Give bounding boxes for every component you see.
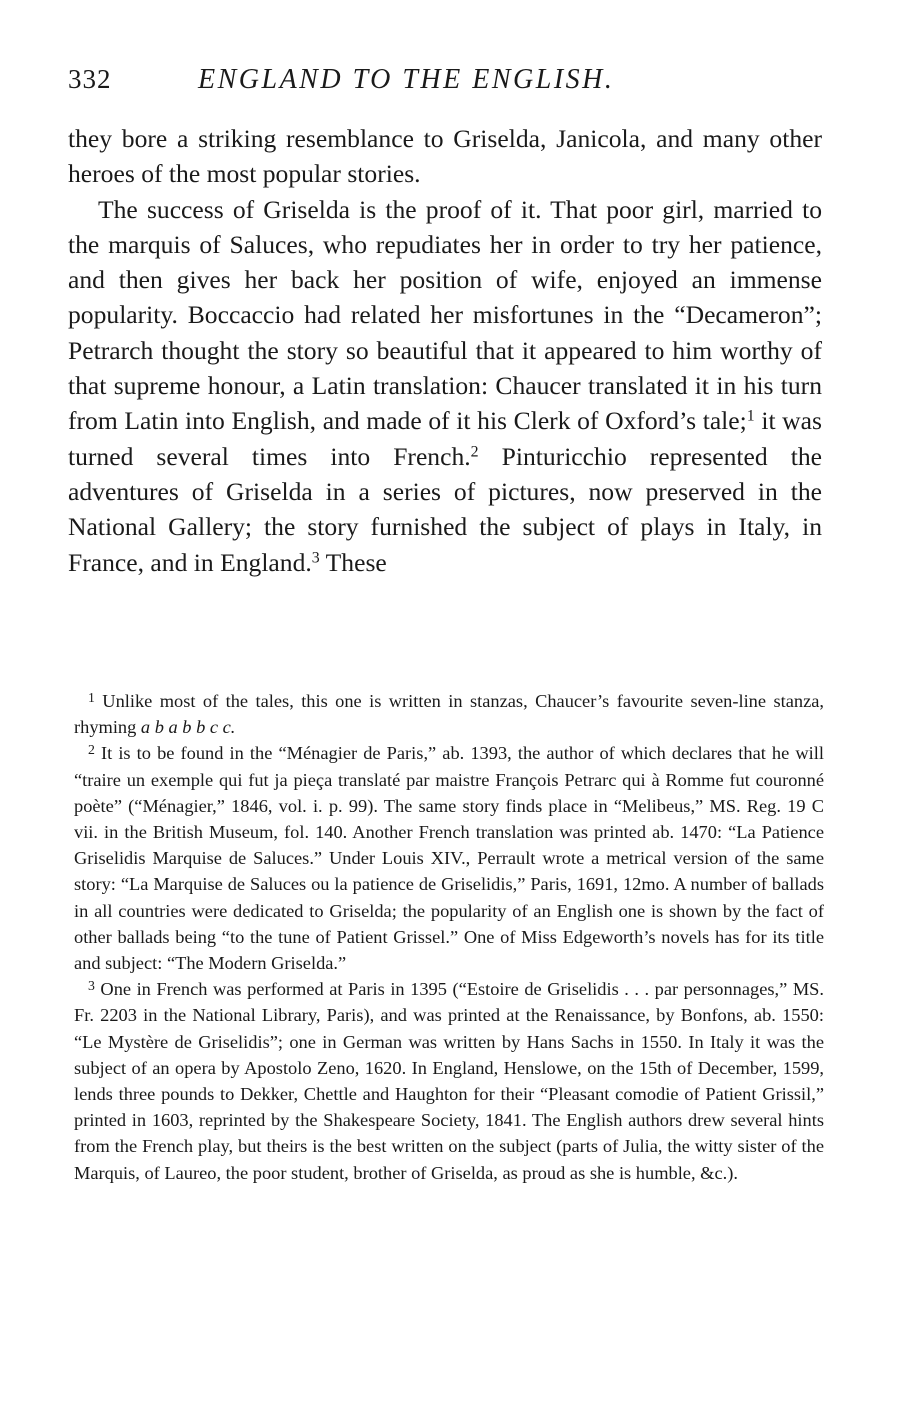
footnote-ref-2: 2: [470, 442, 479, 460]
paragraph-text: Pinturicchio represented the adventures of Griselda in a series of pictures, now preserved in the National Gallery; the story furnished the subject of plays in Italy, in France, and in England.: [68, 441, 822, 577]
footnote-3: [74, 976, 824, 1186]
paragraph-griselda: [68, 192, 822, 580]
running-header: [68, 64, 828, 100]
footnote-ref-1: 1: [746, 407, 755, 425]
footnote-text: One in French was performed at Paris in 1395 (“Estoire de Griselidis . . . par personnages,” MS. Fr. 2203 in the National Library, Paris), and was printed at the Renaissance, by Bonfons, ab. 1550: “Le Mystère de Griselidis”; one in German was written by Hans Sachs in 1550. In Italy it was the subject of an opera by Apostolo Zeno, 1620. In England, Henslowe, on the 15th of December, 1599, lends three pounds to Dekker, Chettle and Haughton for their “Pleasant comodie of Patient Grissil,” printed in 1603, reprinted by the Shakespeare Society, 1841. The English authors drew several hints from the French play, but theirs is the best written on the subject (parts of Julia, the witty sister of the Marquis, of Laureo, the poor student, brother of Griselda, as proud as she is humble, &c.).: [74, 979, 824, 1183]
footnotes: [74, 688, 824, 1186]
footnote-2: [74, 740, 824, 976]
footnote-text: Unlike most of the tales, this one is written in stanzas, Chaucer’s favourite seven-line stanza, rhyming: [74, 691, 824, 738]
paragraph-continuation: they bore a striking resemblance to Griselda, Janicola, and many other heroes of the most popular stories.: [68, 124, 822, 189]
paragraph-text: it was turned several times into French.: [68, 406, 822, 471]
paragraph-text: The success of Griselda is the proof of it. That poor girl, married to the marquis of Saluces, who repudiates her in order to try her patience, and then gives her back her position of wife, enjoyed an immense popularity. Boccaccio had related her misfortunes in the “Decameron”; Petrarch thought the story so beautiful that it appeared to him worthy of that supreme honour, a Latin translation: Chaucer translated it in his turn from Latin into English, and made of it his Clerk of Oxford’s tale;: [68, 194, 822, 436]
main-text: [68, 121, 822, 580]
running-title: ENGLAND TO THE ENGLISH.: [198, 64, 615, 95]
footnote-ref-3: 3: [311, 548, 320, 566]
footnote-1: [74, 688, 824, 740]
footnote-text: It is to be found in the “Ménagier de Paris,” ab. 1393, the author of which declares that he will “traire un exemple qui fut ja pieça translaté par maistre François Petrarc qui à Romme fut couronné poète” (“Ménagier,” 1846, vol. i. p. 99). The same story finds place in “Melibeus,” MS. Reg. 19 C vii. in the British Museum, fol. 140. Another French translation was printed ab. 1470: “La Patience Griselidis Marquise de Saluces.” Under Louis XIV., Perrault wrote a metrical version of the same story: “La Marquise de Saluces ou la patience de Griselidis,” Paris, 1691, 12mo. A number of ballads in all countries were dedicated to Griselda; the popularity of an English one is shown by the fact of other ballads being “to the tune of Patient Grissel.” One of Miss Edgeworth’s novels has for its title and subject: “The Modern Griselda.”: [74, 743, 824, 974]
footnote-mark: 3: [88, 978, 95, 994]
page-number: 332: [68, 64, 112, 94]
rhyme-scheme: a b a b b c c.: [140, 717, 236, 738]
footnote-mark: 2: [88, 742, 95, 758]
paragraph-text: These: [319, 547, 387, 577]
footnote-mark: 1: [88, 690, 95, 706]
